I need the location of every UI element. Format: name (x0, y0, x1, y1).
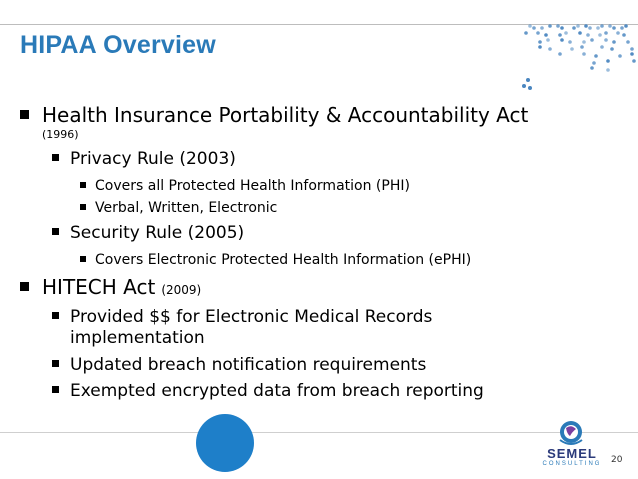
square-bullet-icon (52, 312, 59, 319)
bullet-ephi (80, 252, 471, 268)
page-number: 20 (611, 455, 623, 465)
square-bullet-icon (80, 204, 86, 210)
bullet-phi-text: Covers all Protected Health Information (PHI) (95, 178, 410, 194)
bullet-provided-line2: implementation (70, 328, 205, 348)
bullet-hipaa (20, 103, 528, 127)
bullet-security-text: Security Rule (2005) (70, 223, 245, 243)
square-bullet-icon (52, 386, 59, 393)
decorative-dot-pattern (520, 22, 638, 102)
bullet-ephi-text: Covers Electronic Protected Health Information (ePHI) (95, 252, 472, 268)
bullet-hipaa-text: Health Insurance Portability & Accountability Act (42, 103, 529, 127)
square-bullet-icon (52, 228, 59, 235)
bullet-hitech (20, 275, 201, 299)
bullet-provided (52, 307, 432, 327)
square-bullet-icon (20, 110, 29, 119)
square-bullet-icon (80, 256, 86, 262)
bullet-hitech-text: HITECH Act (42, 275, 156, 299)
bullet-hipaa-year-row (42, 128, 79, 141)
bullet-breach (52, 355, 426, 375)
bullet-provided-cont (70, 328, 205, 348)
bullet-privacy (52, 149, 236, 169)
decorative-circle (196, 414, 254, 472)
bullet-exempted (52, 381, 484, 401)
bullet-hitech-year: (2009) (161, 283, 202, 297)
bullet-security (52, 223, 244, 243)
square-bullet-icon (80, 182, 86, 188)
square-bullet-icon (20, 282, 29, 291)
logo-subtitle: CONSULTING (542, 461, 602, 467)
bullet-hipaa-year: (1996) (42, 128, 79, 141)
slide-title: HIPAA Overview (20, 31, 216, 59)
bullet-privacy-text: Privacy Rule (2003) (70, 149, 236, 169)
bullet-provided-line1: Provided $$ for Electronic Medical Records (70, 307, 433, 327)
square-bullet-icon (52, 154, 59, 161)
bullet-verbal (80, 200, 277, 216)
bullet-phi (80, 178, 410, 194)
bullet-verbal-text: Verbal, Written, Electronic (95, 200, 278, 216)
bullet-exempted-text: Exempted encrypted data from breach reporting (70, 381, 484, 401)
logo-name: SEMEL (547, 446, 597, 461)
bullet-breach-text: Updated breach notification requirements (70, 355, 427, 375)
square-bullet-icon (52, 360, 59, 367)
